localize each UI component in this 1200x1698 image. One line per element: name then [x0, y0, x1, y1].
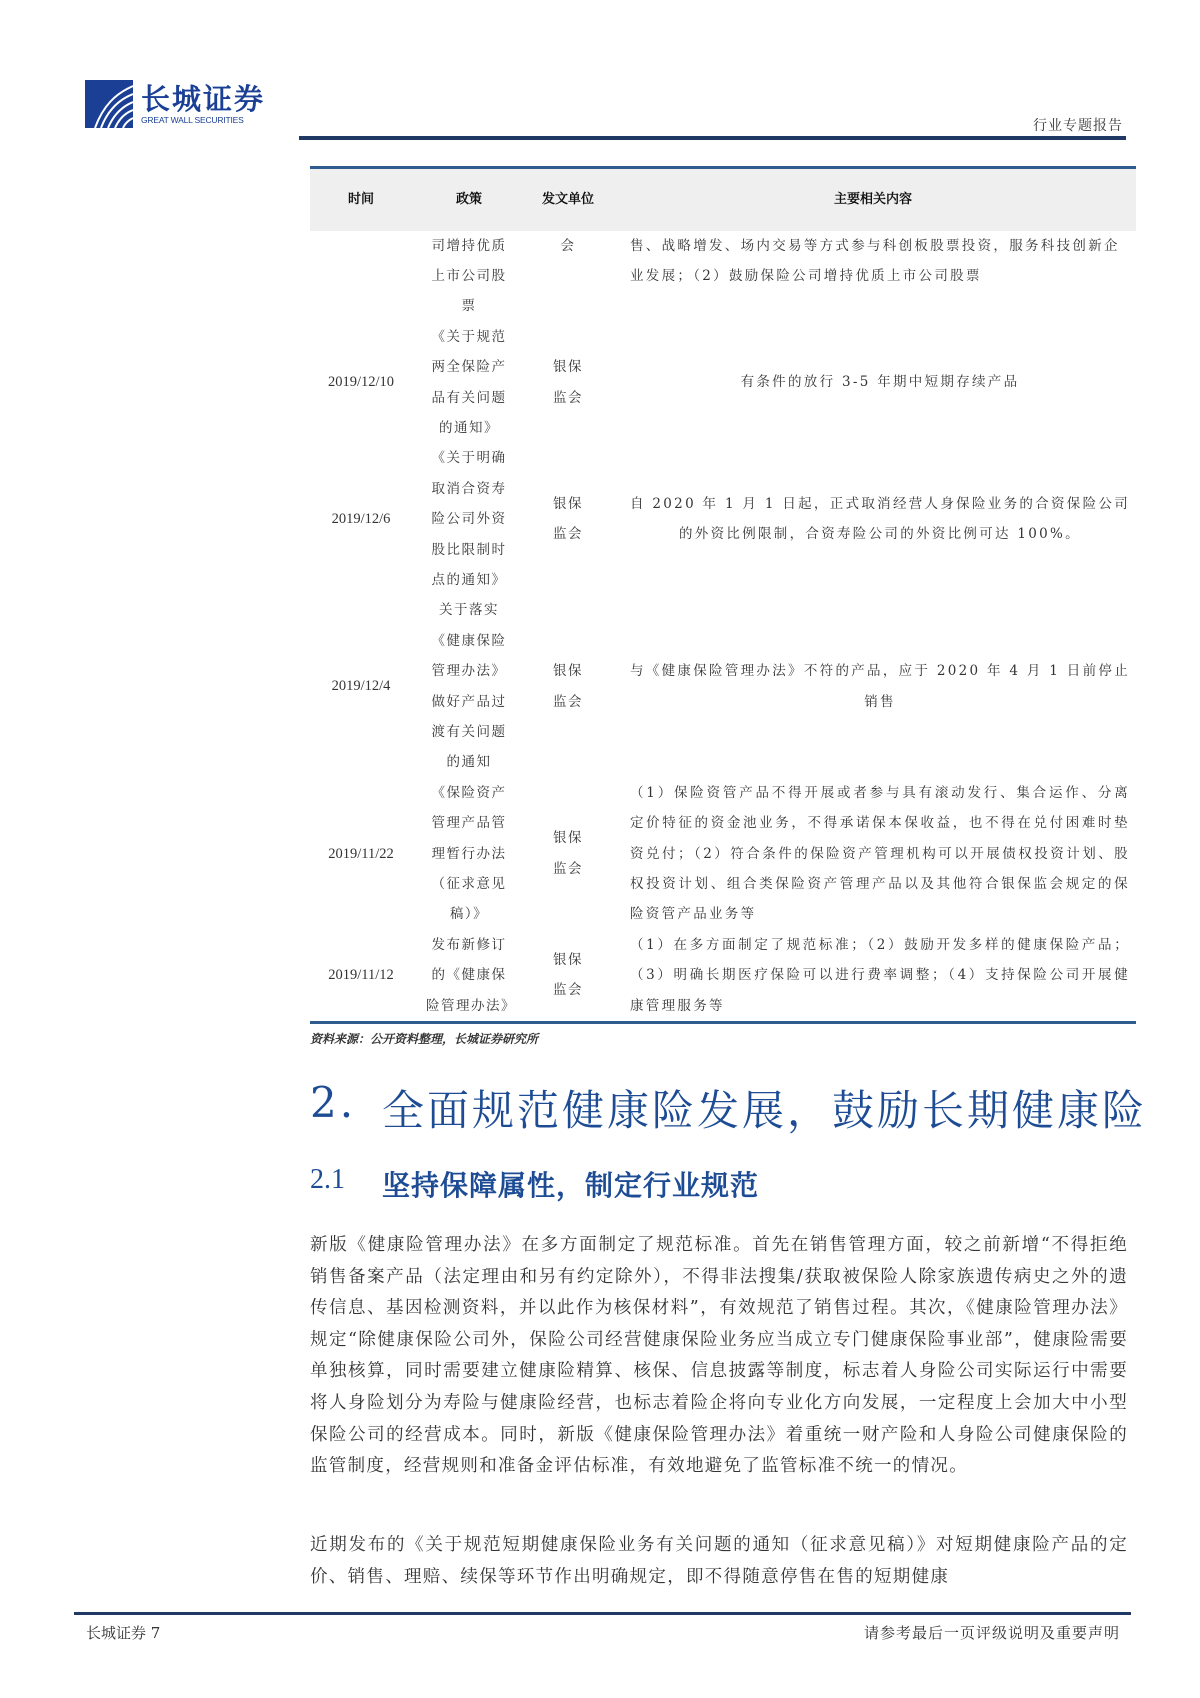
column-header-policy: 政策 [455, 191, 482, 207]
header-divider [299, 136, 1126, 140]
cell-content: 售、战略增发、场内交易等方式参与科创板股票投资，服务科技创新企业发展；（2）鼓励保险公司增持优质上市公司股票 [630, 237, 1120, 284]
cell-policy: 《保险资产管理产品管理暂行办法（征求意见稿）》 [431, 784, 507, 923]
table-row [310, 443, 1136, 595]
section-title: 全面规范健康险发展，鼓励长期健康险 [382, 1086, 1148, 1135]
footer-disclaimer: 请参考最后一页评级说明及重要声明 [863, 1624, 1120, 1642]
cell-policy: 关于落实《健康保险管理办法》做好产品过渡有关问题的通知 [431, 602, 507, 771]
cell-issuer: 银保监会 [553, 663, 583, 710]
cell-policy: 司增持优质上市公司股票 [431, 237, 507, 315]
cell-policy: 《关于规范两全保险产品有关问题的通知》 [431, 328, 507, 436]
subsection-title: 坚持保障属性，制定行业规范 [382, 1169, 760, 1202]
cell-time: 2019/11/12 [328, 967, 394, 984]
table-row [310, 930, 1136, 1023]
cell-time: 2019/12/6 [331, 511, 391, 528]
cell-policy: 《关于明确取消合资寿险公司外资股比限制时点的通知》 [431, 450, 507, 588]
cell-issuer: 会 [560, 237, 576, 254]
cell-policy: 发布新修订的《健康保险管理办法》 [426, 936, 516, 1014]
cell-issuer: 银保监会 [553, 952, 583, 999]
table-row [310, 322, 1136, 444]
subsection-heading [310, 1164, 759, 1204]
table-row [310, 595, 1136, 777]
section-number: 2. [310, 1078, 357, 1127]
cell-content: （1）保险资管产品不得开展或者参与具有滚动发行、集合运作、分离定价特征的资金池业务，不得承诺保本保收益，也不得在兑付困难时垫资兑付；（2）符合条件的保险资产管理机构可以开展债权投资计划、股权投资计划、组合类保险资产管理产品以及其他符合银保监会规定的保险资管产品业务等 [630, 784, 1130, 923]
column-header-time: 时间 [347, 191, 374, 207]
table-header-row [310, 168, 1136, 231]
great-wall-logo-icon [85, 80, 133, 128]
cell-content: 有条件的放行 3-5 年期中短期存续产品 [740, 374, 1020, 391]
subsection-number: 2.1 [310, 1164, 345, 1195]
body-paragraph: 新版《健康险管理办法》在多方面制定了规范标准。首先在销售管理方面，较之前新增“不得拒绝销售备案产品（法定理由和另有约定除外），不得非法搜集/获取被保险人除家族遗传病史之外的遗传信息、基因检测资料，并以此作为核保材料”，有效规范了销售过程。其次，《健康险管理办法》规定“除健康保险公司外，保险公司经营健康保险业务应当成立专门健康保险事业部”，健康险需要单独核算，同时需要建立健康险精算、核保、信息披露等制度，标志着人身险公司实际运行中需要将人身险划分为寿险与健康险经营，也标志着险企将向专业化方向发展，一定程度上会加大中小型保险公司的经营成本。同时，新版《健康保险管理办法》着重统一财产险和人身险公司健康保险的监管制度，经营规则和准备金评估标准，有效地避免了监管标准不统一的情况。 [310, 1235, 1128, 1477]
report-type-label: 行业专题报告 [1033, 118, 1123, 134]
cell-content: 自 2020 年 1 月 1 日起，正式取消经营人身保险业务的合资保险公司的外资比例限制，合资寿险公司的外资比例可达 100%。 [630, 495, 1130, 543]
cell-content: （1）在多方面制定了规范标准；（2）鼓励开发多样的健康保险产品；（3）明确长期医疗保险可以进行费率调整；（4）支持保险公司开展健康管理服务等 [630, 936, 1130, 1014]
logo-chinese-name: 长城证券 [141, 82, 266, 116]
footer-divider [74, 1612, 1131, 1615]
section-heading [310, 1078, 1147, 1138]
cell-time: 2019/11/22 [328, 845, 394, 862]
cell-issuer: 银保监会 [553, 495, 583, 543]
cell-time: 2019/12/4 [331, 678, 391, 695]
company-logo [85, 80, 265, 128]
body-paragraph: 近期发布的《关于规范短期健康保险业务有关问题的通知（征求意见稿）》对短期健康险产品的定价、销售、理赔、续保等环节作出明确规定，即不得随意停售在售的短期健康 [310, 1535, 1128, 1587]
column-header-issuer: 发文单位 [541, 191, 594, 207]
cell-issuer: 银保监会 [553, 359, 583, 406]
cell-issuer: 银保监会 [553, 830, 583, 877]
cell-time [310, 231, 412, 322]
cell-content: 与《健康保险管理办法》不符的产品，应于 2020 年 4 月 1 日前停止销售 [630, 663, 1130, 710]
table-row [310, 231, 1136, 322]
table-source-note: 资料来源：公开资料整理，长城证券研究所 [310, 1032, 539, 1046]
cell-time: 2019/12/10 [327, 374, 395, 391]
logo-english-name: GREAT WALL SECURITIES [141, 115, 244, 125]
policy-table [310, 166, 1136, 1024]
footer-page-label: 长城证券 7 [86, 1624, 161, 1642]
column-header-content: 主要相关内容 [833, 191, 912, 207]
table-row [310, 778, 1136, 930]
